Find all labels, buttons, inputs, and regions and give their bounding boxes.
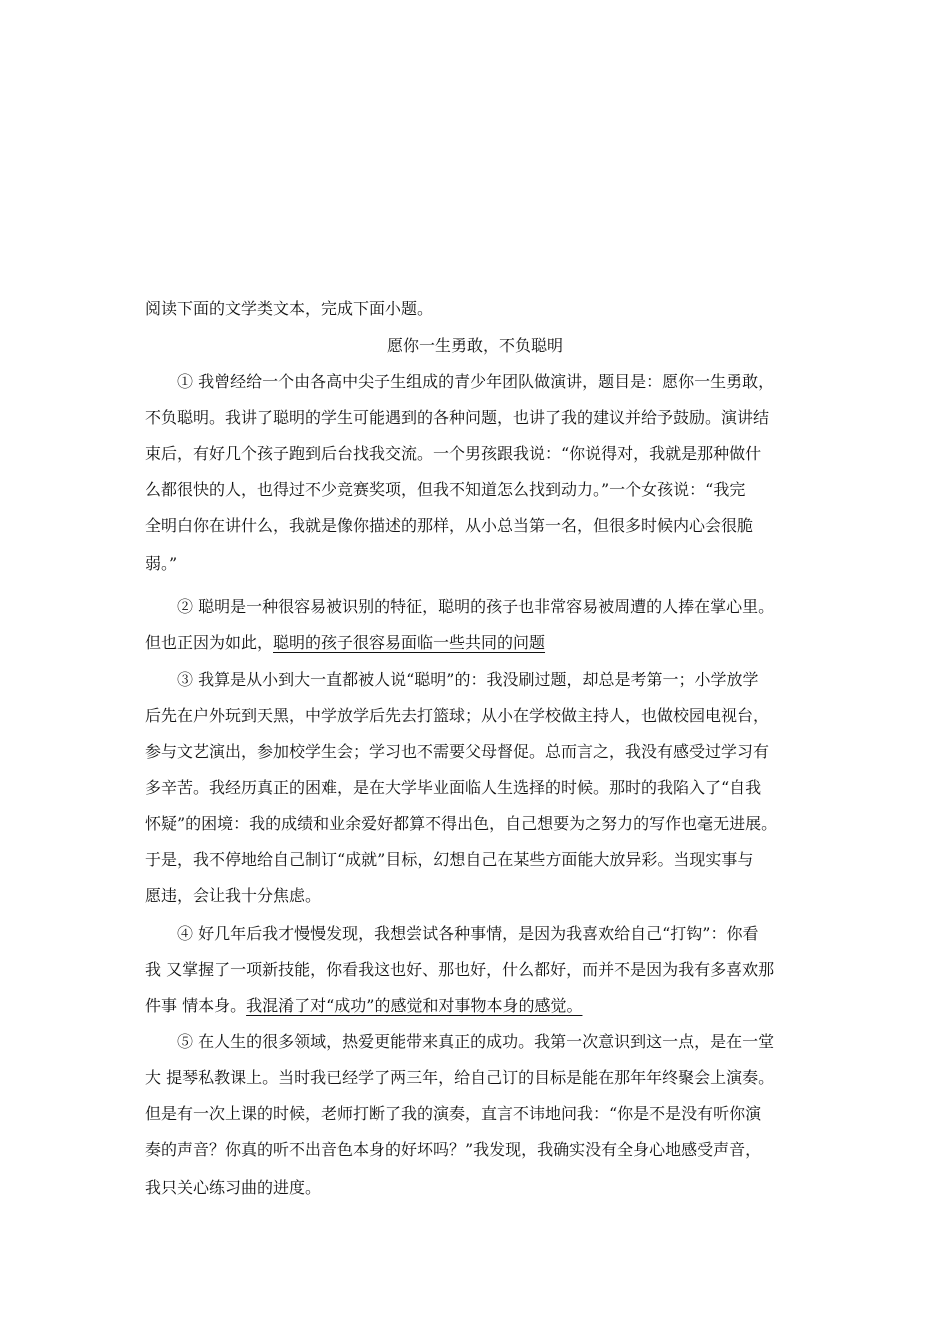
p3-line-1: ③ 我算是从小到大一直都被人说“聪明”的：我没刷过题，却总是考第一；小学放学 <box>177 670 759 689</box>
p2-line-2 <box>145 633 545 653</box>
p1-line-6: 弱。” <box>145 554 178 573</box>
p5-line-3: 但是有一次上课的时候，老师打断了我的演奏，直言不讳地问我：“你是不是没有听你演 <box>145 1104 762 1123</box>
p4-underlined-sentence: 我混淆了对“成功”的感觉和对事物本身的感觉。 <box>246 996 583 1015</box>
p3-line-6: 于是，我不停地给自己制订“成就”目标，幻想自己在某些方面能大放异彩。当现实事与 <box>145 850 754 869</box>
p1-line-1: ① 我曾经给一个由各高中尖子生组成的青少年团队做演讲，题目是：愿你一生勇敢， <box>177 372 775 391</box>
p3-line-4: 多辛苦。我经历真正的困难，是在大学毕业面临人生选择的时候。那时的我陷入了“自我 <box>145 778 762 797</box>
p3-line-3: 参与文艺演出，参加校学生会；学习也不需要父母督促。总而言之，我没有感受过学习有 <box>145 742 770 761</box>
p4-line-3-plain: 件事 情本身。 <box>145 996 247 1015</box>
p2-line-2-plain: 但也正因为如此， <box>145 633 274 652</box>
p2-line-1: ② 聪明是一种很容易被识别的特征，聪明的孩子也非常容易被周遭的人捧在掌心里。 <box>177 597 775 616</box>
p5-line-4: 奏的声音？你真的听不出音色本身的好坏吗？”我发现，我确实没有全身心地感受声音， <box>145 1140 762 1159</box>
p2-underlined-phrase: 聪明的孩子很容易面临一些共同的问题 <box>273 633 546 652</box>
p4-line-2: 我 又掌握了一项新技能，你看我这也好、那也好，什么都好，而并不是因为我有多喜欢那 <box>145 960 775 979</box>
instruction-text: 阅读下面的文学类文本，完成下面小题。 <box>145 299 434 318</box>
p1-line-3: 束后，有好几个孩子跑到后台找我交流。一个男孩跟我说：“你说得对，我就是那种做什 <box>145 444 762 463</box>
p4-line-1: ④ 好几年后我才慢慢发现，我想尝试各种事情，是因为我喜欢给自己“打钩”：你看 <box>177 924 759 943</box>
article-title: 愿你一生勇敢，不负聪明 <box>386 336 563 355</box>
p5-line-1: ⑤ 在人生的很多领域，热爱更能带来真正的成功。我第一次意识到这一点，是在一堂 <box>177 1032 775 1051</box>
p3-line-5: 怀疑”的困境：我的成绩和业余爱好都算不得出色，自己想要为之努力的写作也毫无进展。 <box>145 814 778 833</box>
p5-line-2: 大 提琴私教课上。当时我已经学了两三年，给自己订的目标是能在那年年终聚会上演奏。 <box>145 1068 775 1087</box>
p1-line-4: 么都很快的人，也得过不少竞赛奖项，但我不知道怎么找到动力。”一个女孩说：“我完 <box>145 480 746 499</box>
p3-line-7: 愿违，会让我十分焦虑。 <box>145 886 322 905</box>
p1-line-5: 全明白你在讲什么，我就是像你描述的那样，从小总当第一名，但很多时候内心会很脆 <box>145 516 754 535</box>
p4-line-3 <box>145 996 582 1016</box>
p5-line-5: 我只关心练习曲的进度。 <box>145 1178 322 1197</box>
p1-line-2: 不负聪明。我讲了聪明的学生可能遇到的各种问题，也讲了我的建议并给予鼓励。演讲结 <box>145 408 770 427</box>
p3-line-2: 后先在户外玩到天黑，中学放学后先去打篮球；从小在学校做主持人，也做校园电视台， <box>145 706 770 725</box>
